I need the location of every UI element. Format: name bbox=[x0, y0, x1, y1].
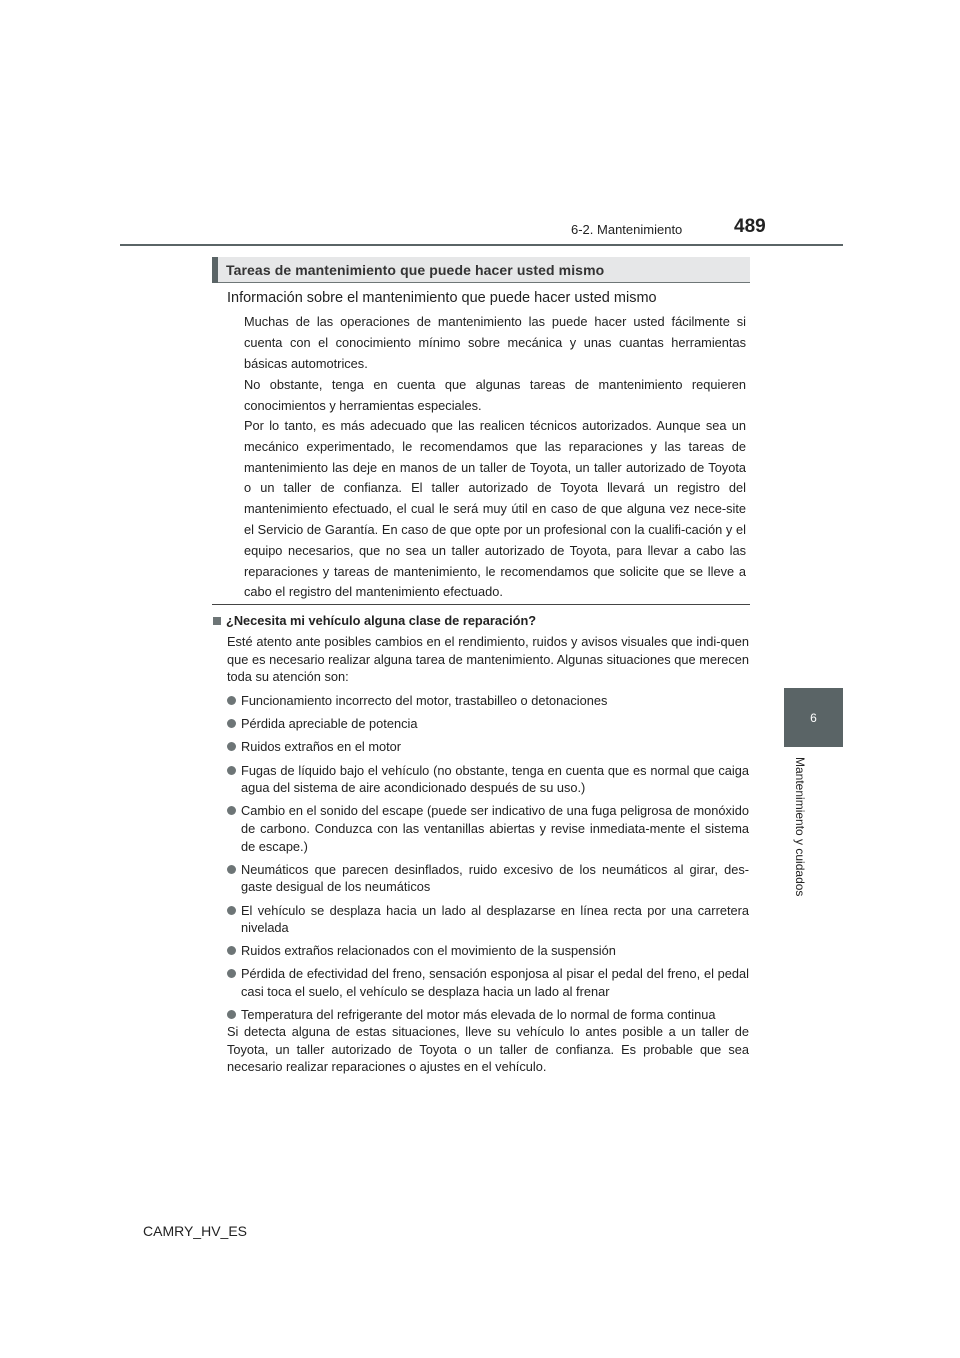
chapter-tab-label: Mantenimiento y cuidados bbox=[793, 757, 807, 897]
list-item-text: Neumáticos que parecen desinflados, ruido excesivo de los neumáticos al girar, des-gaste desigual de los neumáticos bbox=[241, 861, 749, 895]
section-title: Tareas de mantenimiento que puede hacer usted mismo bbox=[226, 261, 605, 278]
bullet-dot-icon bbox=[227, 969, 236, 978]
bullet-dot-icon bbox=[227, 742, 236, 751]
list-item bbox=[227, 942, 749, 960]
bullet-dot-icon bbox=[227, 1010, 236, 1019]
square-bullet-icon bbox=[213, 617, 221, 625]
bullet-dot-icon bbox=[227, 946, 236, 955]
repair-heading-text: ¿Necesita mi vehículo alguna clase de reparación? bbox=[226, 613, 537, 628]
bullet-dot-icon bbox=[227, 696, 236, 705]
list-item bbox=[227, 1006, 749, 1024]
list-item-text: Temperatura del refrigerante del motor más elevada de lo normal de forma continua bbox=[241, 1007, 716, 1023]
list-item-text: El vehículo se desplaza hacia un lado al desplazarse en línea recta por una carretera nivelada bbox=[241, 902, 749, 936]
repair-heading bbox=[213, 613, 753, 628]
header-section-title: 6-2. Mantenimiento bbox=[571, 222, 683, 237]
bullet-dot-icon bbox=[227, 719, 236, 728]
bullet-dot-icon bbox=[227, 906, 236, 915]
page-number: 489 bbox=[734, 216, 766, 237]
bullet-dot-icon bbox=[227, 865, 236, 874]
list-item bbox=[227, 762, 749, 797]
chapter-tab-number: 6 bbox=[810, 710, 817, 725]
list-item bbox=[227, 738, 749, 756]
list-item bbox=[227, 715, 749, 733]
list-item-text: Ruidos extraños en el motor bbox=[241, 739, 402, 755]
header-divider bbox=[120, 244, 843, 246]
repair-closing: Si detecta alguna de estas situaciones, lleve su vehículo lo antes posible a un taller de Toyota, un taller autorizado de Toyota o un taller de confianza. Es probable que sea necesario realizar reparaciones o ajustes en el vehículo. bbox=[227, 1024, 749, 1075]
list-item-text: Pérdida apreciable de potencia bbox=[241, 716, 418, 732]
bullet-dot-icon bbox=[227, 766, 236, 775]
section-divider bbox=[212, 604, 750, 605]
chapter-tab[interactable] bbox=[784, 688, 843, 747]
section-title-accent bbox=[212, 257, 218, 283]
section-title-box bbox=[212, 257, 750, 283]
footer-code: CAMRY_HV_ES bbox=[143, 1223, 248, 1239]
repair-intro: Esté atento ante posibles cambios en el rendimiento, ruidos y avisos visuales que indi-quen que es necesario realizar alguna tarea de mantenimiento. Algunas situaciones que merecen toda su atención son: bbox=[227, 634, 749, 685]
list-item bbox=[227, 902, 749, 937]
list-item bbox=[227, 692, 749, 710]
info-heading: Información sobre el mantenimiento que puede hacer usted mismo bbox=[227, 290, 657, 306]
paragraph: Por lo tanto, es más adecuado que las realicen técnicos autorizados. Aunque sea un mecánico experimentado, le recomendamos que las reparaciones y las tareas de mantenimiento las deje en manos de un taller de Toyota, un taller autorizado de Toyota o un taller de confianza. El taller autorizado de Toyota llevará un registro del mantenimiento efectuado, el cual le será muy útil en caso de que alguna vez nece-site el Servicio de Garantía. En caso de que opte por un profesional con la cualifi-cación y el equipo necesarios, que no sea un taller autorizado de Toyota, para llevar a cabo las reparaciones y tareas de mantenimiento, le recomendamos que solicite que se lleve a cabo el registro del mantenimiento efectuado. bbox=[244, 418, 746, 600]
paragraph: No obstante, tenga en cuenta que algunas tareas de mantenimiento requieren conocimientos y herramientas especiales. bbox=[244, 377, 746, 413]
list-item-text: Ruidos extraños relacionados con el movimiento de la suspensión bbox=[241, 943, 616, 959]
bullet-dot-icon bbox=[227, 806, 236, 815]
paragraph: Muchas de las operaciones de mantenimiento las puede hacer usted fácilmente si cuenta con el conocimiento mínimo sobre mecánica y unas cuantas herramientas básicas automotrices. bbox=[244, 314, 746, 371]
list-item bbox=[227, 802, 749, 855]
list-item bbox=[227, 965, 749, 1000]
list-item-text: Fugas de líquido bajo el vehículo (no obstante, tenga en cuenta que es normal que caiga agua del sistema de aire acondicionado después de su uso.) bbox=[241, 762, 749, 796]
list-item-text: Funcionamiento incorrecto del motor, trastabilleo o detonaciones bbox=[241, 693, 608, 708]
list-item-text: Pérdida de efectividad del freno, sensación esponjosa al pisar el pedal del freno, el pedal casi toca el suelo, el vehículo se desplaza hacia un lado al frenar bbox=[241, 966, 749, 1000]
list-item bbox=[227, 861, 749, 896]
symptom-list bbox=[227, 692, 749, 1029]
list-item-text: Cambio en el sonido del escape (puede ser indicativo de una fuga peligrosa de monóxido de carbono. Conduzca con las ventanillas abiertas y revise inmediata-mente el sistema de escape.) bbox=[241, 803, 749, 854]
